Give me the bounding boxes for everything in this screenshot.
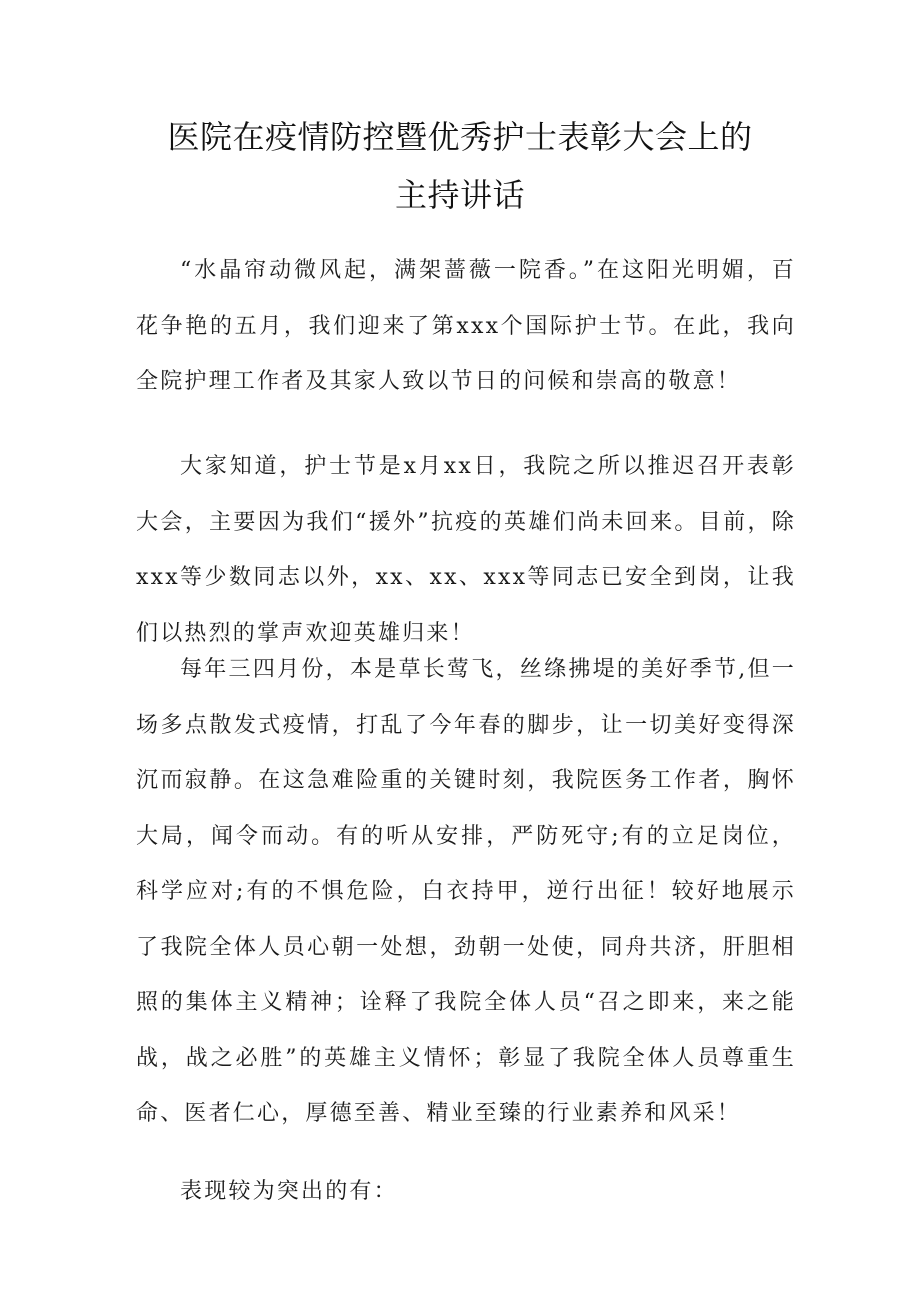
paragraph-opening: “水晶帘动微风起，满架蔷薇一院香。”在这阳光明媚，百花争艳的五月，我们迎来了第xxx个国际护士节。在此，我向全院护理工作者及其家人致以节日的问候和崇高的敬意！ <box>136 258 796 394</box>
paragraph-delay-explanation: 大家知道，护士节是x月xx日，我院之所以推迟召开表彰大会，主要因为我们“援外”抗疫的英雄们尚未回来。目前，除xxx等少数同志以外，xx、xx、xxx等同志已安全到岗，让我们以热烈的掌声欢迎英雄归来！ <box>136 454 796 646</box>
document-title-line-1: 医院在疫情防控暨优秀护士表彰大会上的 <box>167 118 753 156</box>
paragraph-epidemic-response: 每年三四月份，本是草长莺飞，丝绦拂堤的美好季节,但一场多点散发式疫情，打乱了今年春的脚步，让一切美好变得深沉而寂静。在这急难险重的关键时刻，我院医务工作者，胸怀大局，闻令而动。有的听从安排，严防死守;有的立足岗位，科学应对;有的不惧危险，白衣持甲，逆行出征！较好地展示了我院全体人员心朝一处想，劲朝一处使，同舟共济，肝胆相照的集体主义精神；诠释了我院全体人员“召之即来，来之能战，战之必胜”的英雄主义情怀；彰显了我院全体人员尊重生命、医者仁心，厚德至善、精业至臻的行业素养和风采！ <box>136 657 796 1126</box>
document-title-line-2: 主持讲话 <box>394 176 525 214</box>
paragraph-outstanding-intro: 表现较为突出的有： <box>180 1179 398 1204</box>
